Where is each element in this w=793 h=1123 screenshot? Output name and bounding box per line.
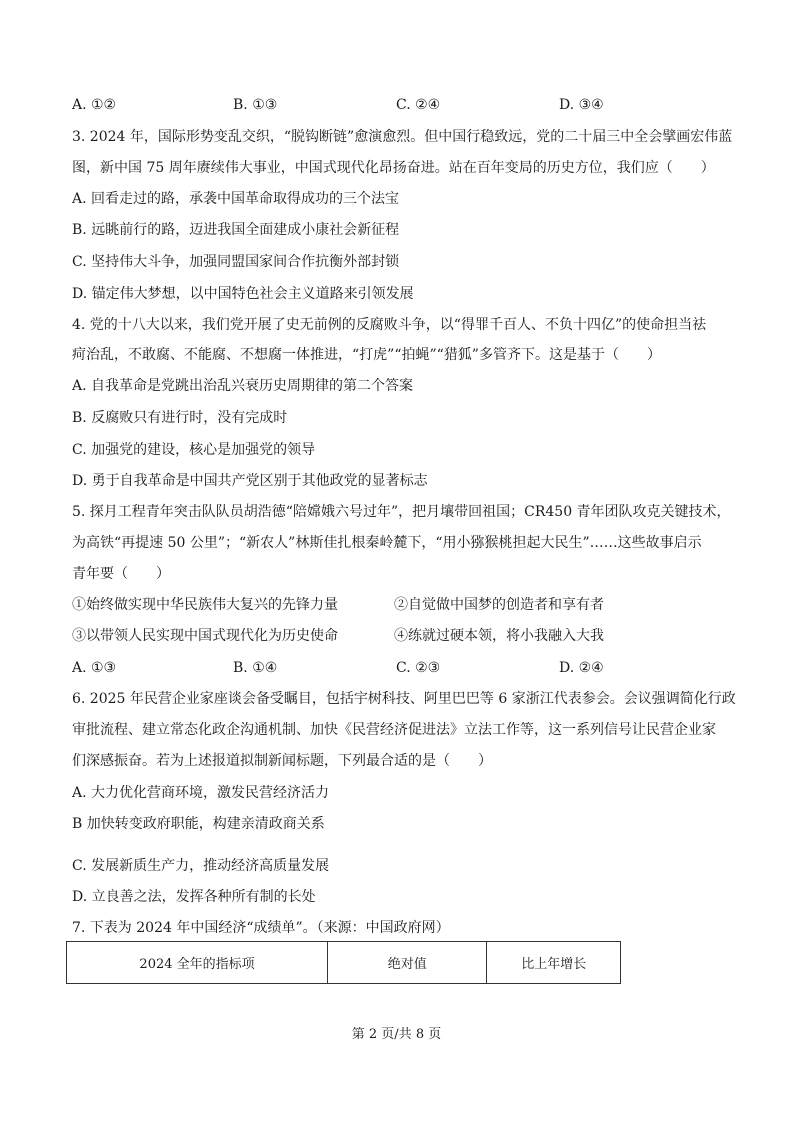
q6-option-c: C. 发展新质生产力，推动经济高质量发展 <box>72 858 330 874</box>
q3-option-d: D. 锚定伟大梦想，以中国特色社会主义道路来引领发展 <box>72 286 414 302</box>
q5-stem-line-3: 青年要（ ） <box>72 566 170 582</box>
q3-stem-line-2: 图，新中国 75 周年赓续伟大事业，中国式现代化昂扬奋进。站在百年变局的历史方位，我们应（ ） <box>72 160 715 176</box>
q5-option-c: C. ②③ <box>396 660 441 676</box>
q5-statement-2: ②自觉做中国梦的创造者和享有者 <box>394 597 604 613</box>
table-header-indicator: 2024 全年的指标项 <box>67 942 328 984</box>
q5-statement-4: ④练就过硬本领，将小我融入大我 <box>394 628 604 644</box>
table-header-growth: 比上年增长 <box>487 942 621 984</box>
q3-option-c: C. 坚持伟大斗争，加强同盟国家间合作抗衡外部封锁 <box>72 254 400 270</box>
q4-option-b: B. 反腐败只有进行时，没有完成时 <box>72 410 288 426</box>
q4-option-c: C. 加强党的建设，核心是加强党的领导 <box>72 442 316 458</box>
q5-statement-1: ①始终做实现中华民族伟大复兴的先锋力量 <box>72 597 338 613</box>
q5-options-row <box>72 659 732 677</box>
q6-option-d: D. 立良善之法，发挥各种所有制的长处 <box>72 889 316 905</box>
q5-statements-row-1 <box>72 596 732 614</box>
q3-option-a: A. 回看走过的路，承袭中国革命取得成功的三个法宝 <box>72 191 400 207</box>
q4-stem-line-2: 疴治乱，不敢腐、不能腐、不想腐一体推进，“打虎”“拍蝇”“猎狐”多管齐下。这是基于（ ） <box>72 347 661 363</box>
q5-option-b: B. ①④ <box>233 660 278 676</box>
q5-stem-line-1: 5. 探月工程青年突击队队员胡浩德“陪嫦娥六号过年”，把月壤带回祖国；CR450 青年团队攻克关键技术， <box>72 504 731 520</box>
q5-stem-line-2: 为高铁“再提速 50 公里”；“新农人”林斯佳扎根秦岭麓下，“用小猕猴桃担起大民生”……这些故事启示 <box>72 535 702 551</box>
economy-indicator-table <box>66 941 621 984</box>
q5-option-a: A. ①③ <box>72 660 117 676</box>
page-footer: 第 2 页/共 8 页 <box>351 1027 442 1042</box>
q5-statements-row-2 <box>72 627 732 645</box>
q4-stem-line-1: 4. 党的十八大以来，我们党开展了史无前例的反腐败斗争，以“得罪千百人、不负十四亿”的使命担当祛 <box>72 317 707 333</box>
q6-stem-line-1: 6. 2025 年民营企业家座谈会备受瞩目，包括宇树科技、阿里巴巴等 6 家浙江代表参会。会议强调简化行政 <box>72 691 736 707</box>
q2-option-d: D. ③④ <box>559 97 604 113</box>
table-header-absolute-value: 绝对值 <box>328 942 487 984</box>
q3-stem-line-1: 3. 2024 年，国际形势变乱交织，“脱钩断链”愈演愈烈。但中国行稳致远，党的二十届三中全会擘画宏伟蓝 <box>72 129 733 145</box>
q2-option-b: B. ①③ <box>233 97 278 113</box>
q3-option-b: B. 远眺前行的路，迈进我国全面建成小康社会新征程 <box>72 222 400 238</box>
q4-option-a: A. 自我革命是党跳出治乱兴衰历史周期律的第二个答案 <box>72 378 414 394</box>
table-header-row <box>67 942 621 984</box>
q7-stem: 7. 下表为 2024 年中国经济“成绩单”。（来源：中国政府网） <box>72 920 450 936</box>
q2-option-c: C. ②④ <box>396 97 441 113</box>
q5-option-d: D. ②④ <box>559 660 604 676</box>
q6-stem-line-3: 们深感振奋。若为上述报道拟制新闻标题，下列最合适的是（ ） <box>72 753 492 769</box>
q4-option-d: D. 勇于自我革命是中国共产党区别于其他政党的显著标志 <box>72 473 428 489</box>
q6-stem-line-2: 审批流程、建立常态化政企沟通机制、加快《民营经济促进法》立法工作等，这一系列信号让民营企业家 <box>72 722 716 738</box>
q5-statement-3: ③以带领人民实现中国式现代化为历史使命 <box>72 628 338 644</box>
q2-option-a: A. ①② <box>72 97 117 113</box>
q6-option-b: B 加快转变政府职能，构建亲清政商关系 <box>72 816 325 832</box>
q2-options-row <box>72 96 732 114</box>
q6-option-a: A. 大力优化营商环境，激发民营经济活力 <box>72 785 330 801</box>
